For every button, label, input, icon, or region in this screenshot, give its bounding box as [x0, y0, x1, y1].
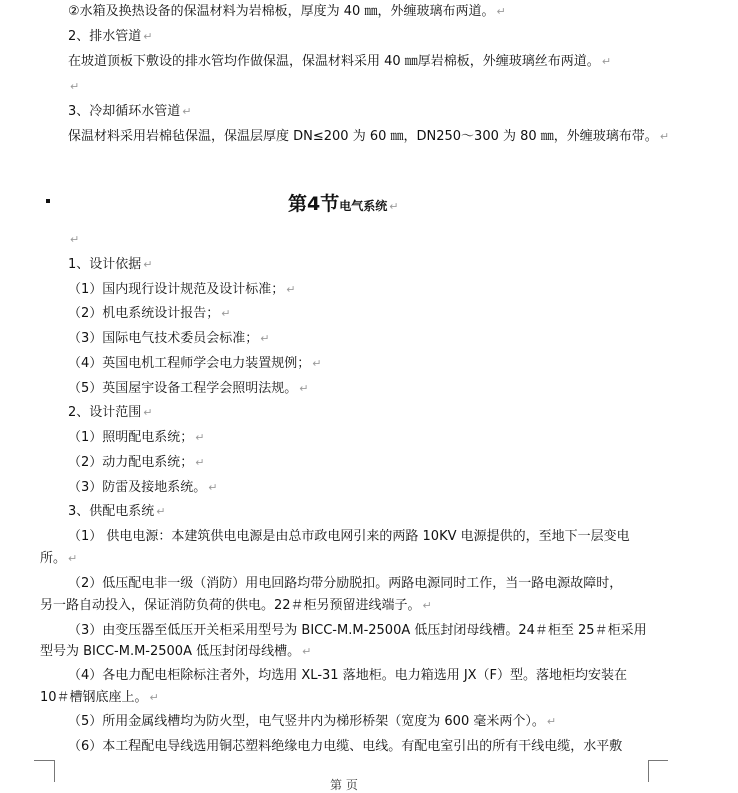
doc-line: 3、供配电系统 ↵ — [68, 504, 166, 519]
doc-line: （2）低压配电非一级（消防）用电回路均带分励脱扣。两路电源同时工作，当一路电源故障时， — [68, 576, 623, 591]
doc-line: （2）动力配电系统； ↵ — [68, 455, 205, 470]
doc-line: 2、设计范围 ↵ — [68, 405, 153, 420]
doc-line: 2、排水管道 ↵ — [68, 29, 153, 44]
doc-line: （3）国际电气技术委员会标准； ↵ — [68, 331, 270, 346]
doc-line: ②水箱及换热设备的保温材料为岩棉板，厚度为 40 ㎜，外缠玻璃布两道。 ↵ — [68, 4, 506, 19]
doc-line: （4）英国电机工程师学会电力装置规例； ↵ — [68, 356, 322, 371]
heading-bullet — [46, 199, 50, 203]
page-corner-mark-left-h — [34, 760, 54, 762]
doc-line: 1、设计依据 ↵ — [68, 257, 153, 272]
doc-line: （3）防雷及接地系统。 ↵ — [68, 480, 218, 495]
doc-line: （3）由变压器至低压开关柜采用型号为 BICC-M.M-2500A 低压封闭母线槽。24＃柜至 25＃柜采用 — [68, 623, 647, 638]
doc-line: （5）所用金属线槽均为防火型，电气竖井内为梯形桥架（宽度为 600 毫米两个）。 ↵ — [68, 714, 557, 729]
doc-line: 保温材料采用岩棉毡保温，保温层厚度 DN≤200 为 60 ㎜，DN250～300 为 80 ㎜，外缠玻璃布带。 ↵ — [68, 129, 670, 144]
doc-line: （6）本工程配电导线选用铜芯塑料绝缘电力电缆、电线。有配电室引出的所有干线电缆，水平敷 — [68, 739, 623, 754]
doc-line: （4）各电力配电柜除标注者外，均选用 XL-31 落地柜。电力箱选用 JX（F）型。落地柜均安装在 — [68, 668, 628, 683]
doc-line: 10＃槽钢底座上。 ↵ — [40, 690, 159, 705]
empty-paragraph: ↵ — [70, 233, 80, 246]
doc-line: （1）国内现行设计规范及设计标准； ↵ — [68, 282, 296, 297]
empty-paragraph: ↵ — [70, 80, 80, 93]
doc-line: 3、冷却循环水管道 ↵ — [68, 104, 192, 119]
page-corner-mark-right-h — [648, 760, 668, 762]
page-corner-mark-left — [34, 760, 55, 782]
doc-line: 另一路自动投入，保证消防负荷的供电。22＃柜另预留进线端子。 ↵ — [40, 598, 432, 613]
doc-line: 在坡道顶板下敷设的排水管均作做保温，保温材料采用 40 ㎜厚岩棉板，外缠玻璃丝布两道。 ↵ — [68, 54, 612, 69]
doc-line: （1） 供电电源：本建筑供电电源是由总市政电网引来的两路 10KV 电源提供的，至地下一层变电 — [68, 529, 630, 544]
footer-fragment: 第 页 — [330, 778, 358, 792]
doc-line: （2）机电系统设计报告； ↵ — [68, 306, 231, 321]
doc-line: 型号为 BICC-M.M-2500A 低压封闭母线槽。 ↵ — [40, 644, 312, 659]
section-heading: 第4节电气系统 ↵ — [288, 193, 399, 215]
page-corner-mark-right — [648, 760, 669, 782]
doc-line: （5）英国屋宇设备工程学会照明法规。 ↵ — [68, 381, 309, 396]
doc-line: 所。 ↵ — [40, 551, 78, 566]
doc-line: （1）照明配电系统； ↵ — [68, 430, 205, 445]
